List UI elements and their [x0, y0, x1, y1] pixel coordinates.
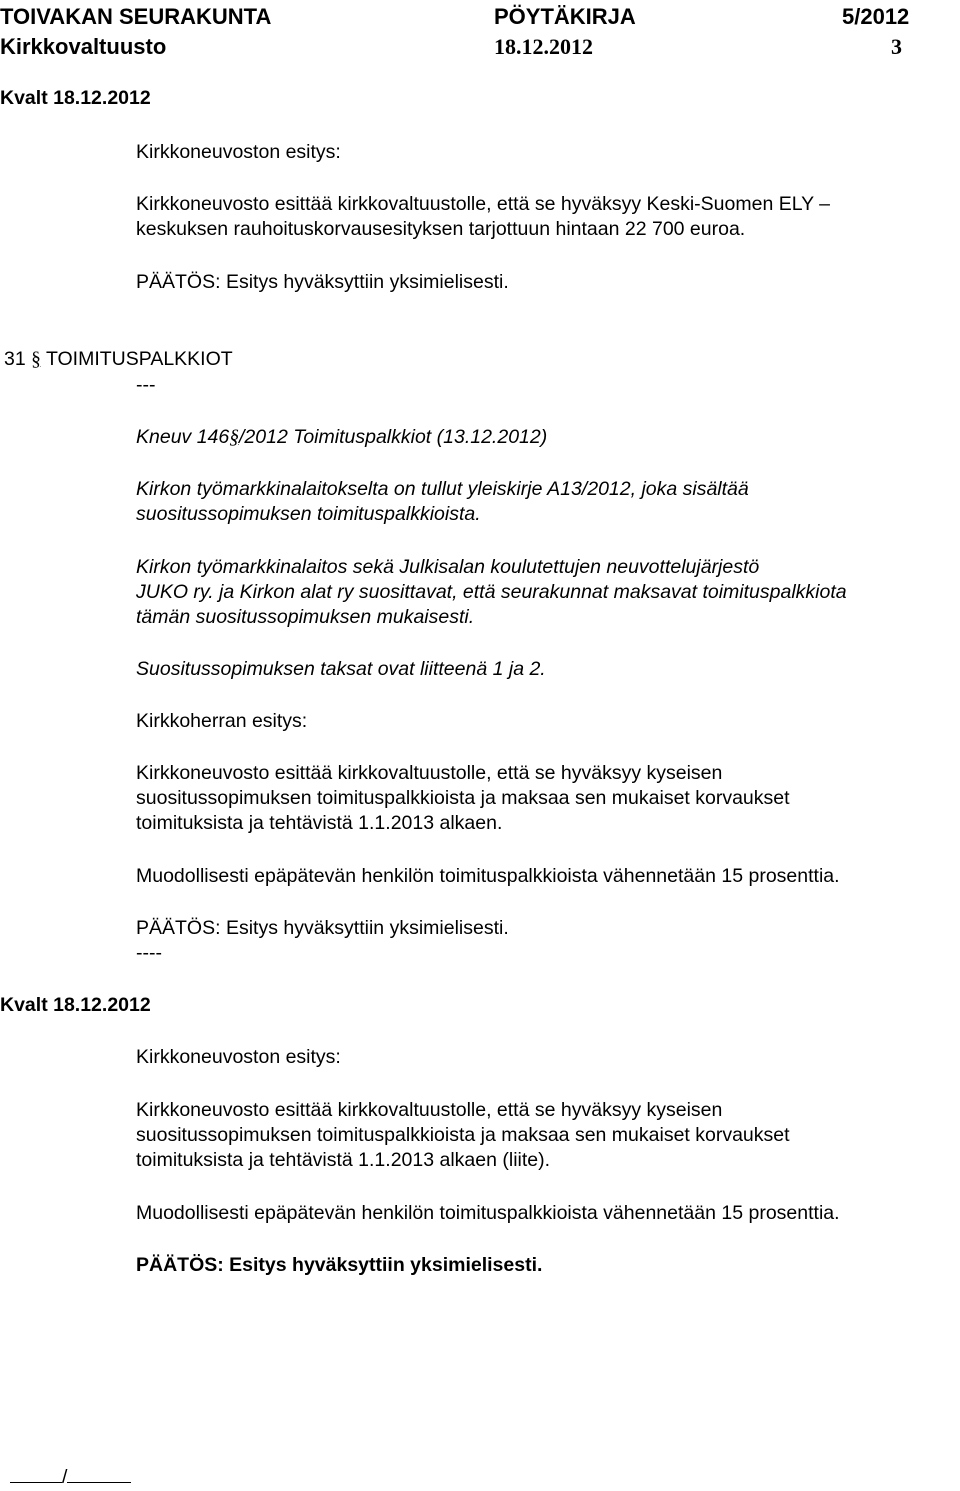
org-name: TOIVAKAN SEURAKUNTA: [0, 4, 272, 29]
kneuv-ref-b: /2012 Toimituspalkkiot (13.12.2012): [239, 426, 548, 448]
council-heading: Kirkkoneuvoston esitys:: [136, 1046, 341, 1068]
council-decision: PÄÄTÖS: Esitys hyväksyttiin yksimielisesti.: [136, 1254, 543, 1276]
initials-blank-right: [67, 1464, 131, 1483]
initials-blank-left: [10, 1464, 62, 1483]
margin-note-kvalt-1: Kvalt 18.12.2012: [0, 87, 151, 109]
header-date: 18.12.2012: [494, 34, 593, 59]
para2-line-1: Kirkon työmarkkinalaitos sekä Julkisalan koulutettujen neuvottelujärjestö: [136, 556, 760, 578]
vicar-heading: Kirkkoherran esitys:: [136, 710, 308, 732]
section31-decision: PÄÄTÖS: Esitys hyväksyttiin yksimielisesti.: [136, 917, 509, 939]
vicar-line-2: suositussopimuksen toimituspalkkioista ja maksaa sen mukaiset korvaukset: [136, 787, 790, 809]
kneuv-ref-a: Kneuv 146: [136, 426, 230, 448]
section1-heading: Kirkkoneuvoston esitys:: [136, 141, 341, 163]
para3: Suositussopimuksen taksat ovat liitteenä 1 ja 2.: [136, 658, 546, 680]
council-line-2: suositussopimuksen toimituspalkkioista ja maksaa sen mukaiset korvaukset: [136, 1124, 790, 1146]
council-line-1: Kirkkoneuvosto esittää kirkkovaltuustolle, että se hyväksyy kyseisen: [136, 1099, 723, 1121]
para2-line-3: tämän suositussopimuksen mukaisesti.: [136, 606, 475, 628]
para2-rest: ja Kirkon alat ry suosittavat, että seurakunnat maksavat toimituspalkkiota: [213, 581, 847, 603]
dashes-2: ----: [136, 942, 162, 964]
page-number: 3: [891, 34, 902, 59]
dashes: ---: [136, 374, 156, 396]
section1-line-2: keskuksen rauhoituskorvausesityksen tarjottuun hintaan 22 700 euroa.: [136, 218, 746, 240]
section1-line-1: Kirkkoneuvosto esittää kirkkovaltuustolle, että se hyväksyy Keski-Suomen ELY –: [136, 193, 831, 215]
doc-number: 5/2012: [842, 4, 910, 29]
reduction-note: Muodollisesti epäpätevän henkilön toimituspalkkioista vähennetään 15 prosenttia.: [136, 865, 840, 887]
vicar-line-1: Kirkkoneuvosto esittää kirkkovaltuustolle, että se hyväksyy kyseisen: [136, 762, 723, 784]
kneuv-section-symbol: §: [229, 427, 239, 448]
kneuv-reference: [136, 425, 547, 450]
margin-note-kvalt-2: Kvalt 18.12.2012: [0, 994, 151, 1016]
council-reduction: Muodollisesti epäpätevän henkilön toimituspalkkioista vähennetään 15 prosenttia.: [136, 1202, 840, 1224]
section31-heading: [4, 347, 233, 372]
initials-slash: /: [62, 1466, 68, 1488]
para1-line-2: suositussopimuksen toimituspalkkioista.: [136, 503, 481, 525]
para2-line-2: [136, 580, 847, 605]
header-body: Kirkkovaltuusto: [0, 34, 167, 59]
section-number: 31: [4, 348, 26, 370]
para1-line-1: Kirkon työmarkkinalaitokselta on tullut yleiskirje A13/2012, joka sisältää: [136, 478, 749, 500]
section1-decision: PÄÄTÖS: Esitys hyväksyttiin yksimielisesti.: [136, 271, 509, 293]
doc-type: PÖYTÄKIRJA: [494, 4, 636, 29]
council-line-3: toimituksista ja tehtävistä 1.1.2013 alkaen (liite).: [136, 1149, 551, 1171]
para2-juko: JUKO ry.: [136, 581, 214, 603]
vicar-line-3: toimituksista ja tehtävistä 1.1.2013 alkaen.: [136, 812, 503, 834]
section-symbol: §: [31, 349, 41, 370]
initials-line: [10, 1464, 131, 1490]
section-title: TOIMITUSPALKKIOT: [45, 348, 233, 370]
